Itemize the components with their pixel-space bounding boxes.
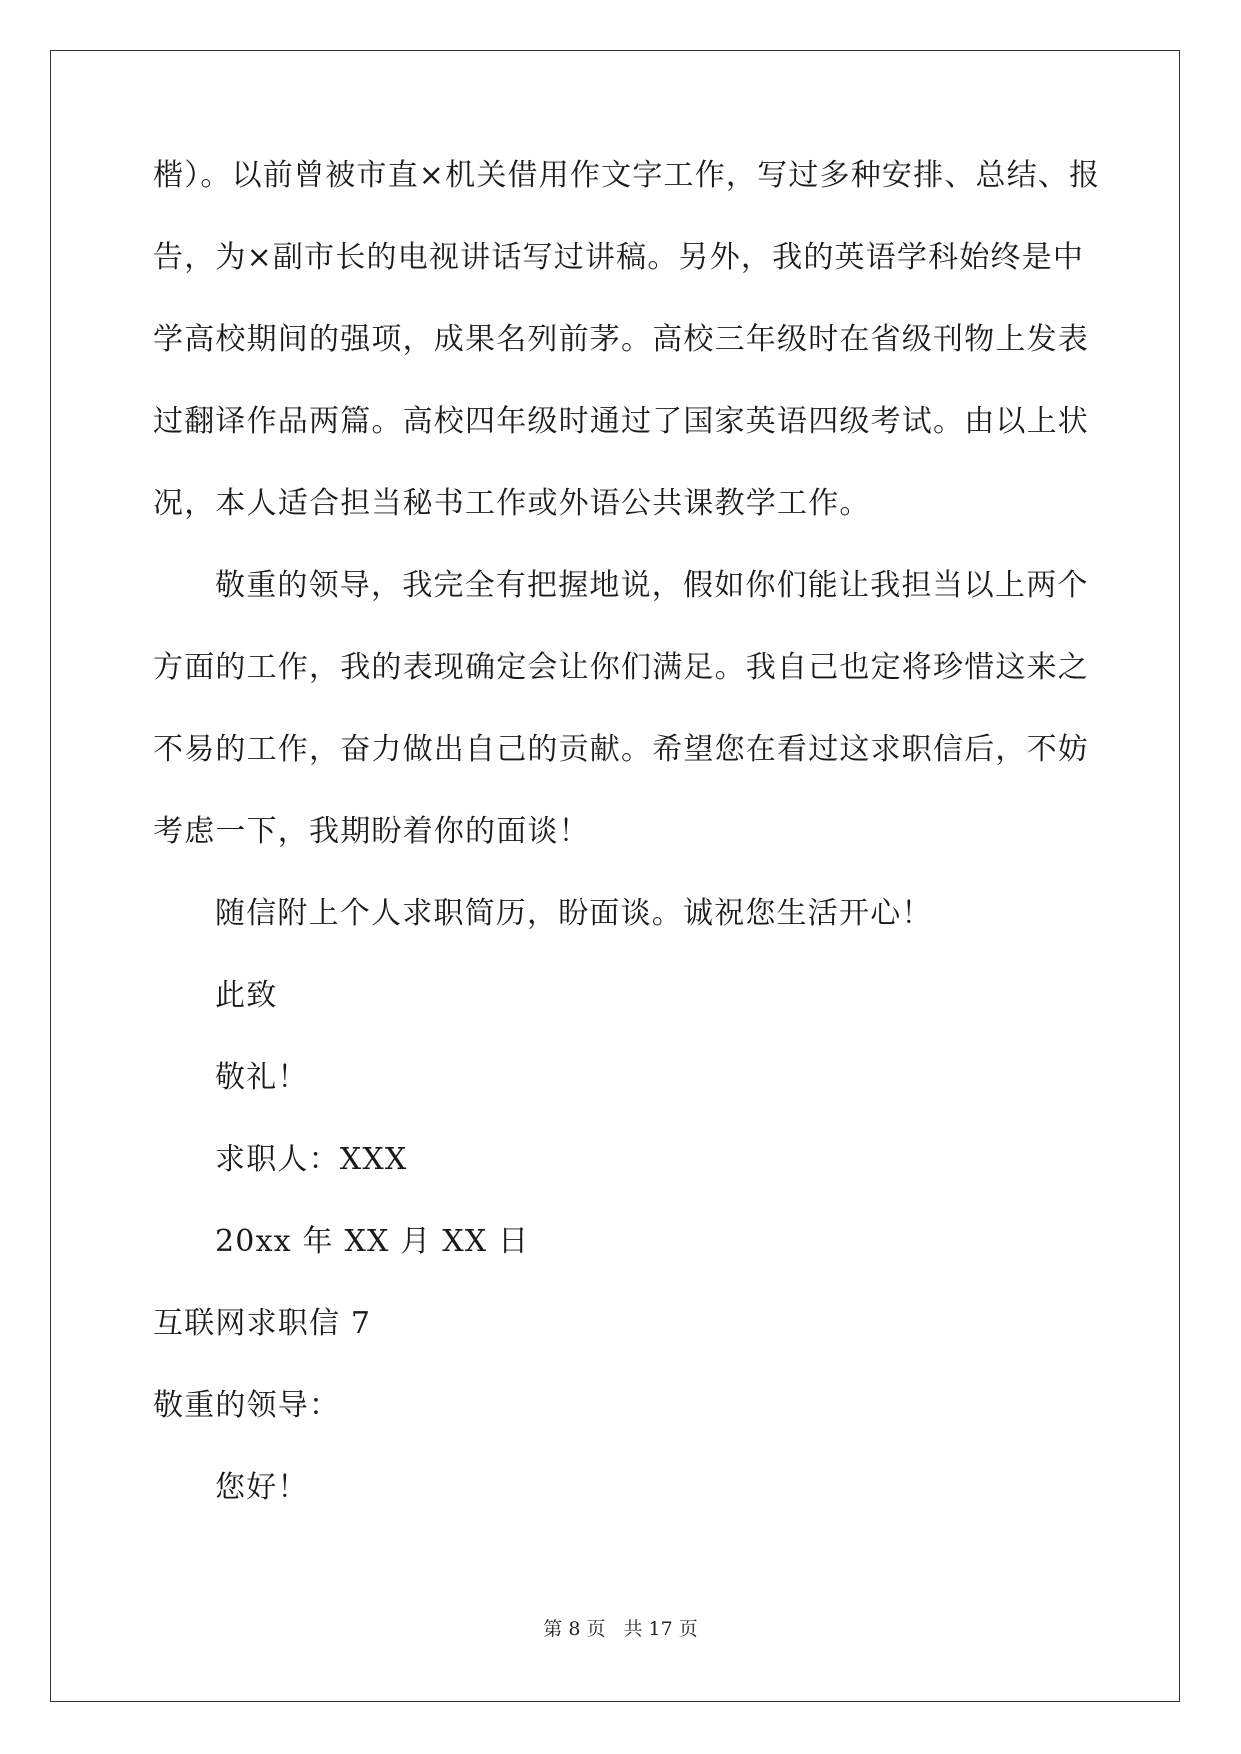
paragraph-line: 告，为×副市长的电视讲话写过讲稿。另外，我的英语学科始终是中 [153,240,1085,275]
signature-line: 求职人：XXX [215,1142,408,1177]
salutation-line: 此致 [215,978,278,1013]
paragraph-line: 过翻译作品两篇。高校四年级时通过了国家英语四级考试。由以上状 [153,404,1089,439]
greeting-line: 敬重的领导： [153,1388,341,1423]
greeting-line: 您好！ [215,1470,309,1505]
page-number: 第 8 页 [543,1618,606,1640]
date-line: 20xx 年 XX 月 XX 日 [215,1224,530,1259]
page-total: 共 17 页 [623,1618,698,1640]
page-footer [0,1614,1241,1641]
letter-body [153,158,1101,1554]
paragraph-line: 考虑一下，我期盼着你的面谈！ [153,814,590,849]
closing-line: 随信附上个人求职简历，盼面谈。诚祝您生活开心！ [215,896,933,931]
paragraph-line: 敬重的领导，我完全有把握地说，假如你们能让我担当以上两个 [215,568,1089,603]
section-heading: 互联网求职信 7 [153,1306,372,1341]
paragraph-line: 况，本人适合担当秘书工作或外语公共课教学工作。 [153,486,871,521]
paragraph-line: 不易的工作，奋力做出自己的贡献。希望您在看过这求职信后，不妨 [153,732,1089,767]
paragraph-line: 方面的工作，我的表现确定会让你们满足。我自己也定将珍惜这来之 [153,650,1089,685]
salutation-line: 敬礼！ [215,1060,309,1095]
paragraph-line: 学高校期间的强项，成果名列前茅。高校三年级时在省级刊物上发表 [153,322,1089,357]
paragraph-line: 楷）。以前曾被市直×机关借用作文字工作，写过多种安排、总结、报 [153,158,1101,193]
